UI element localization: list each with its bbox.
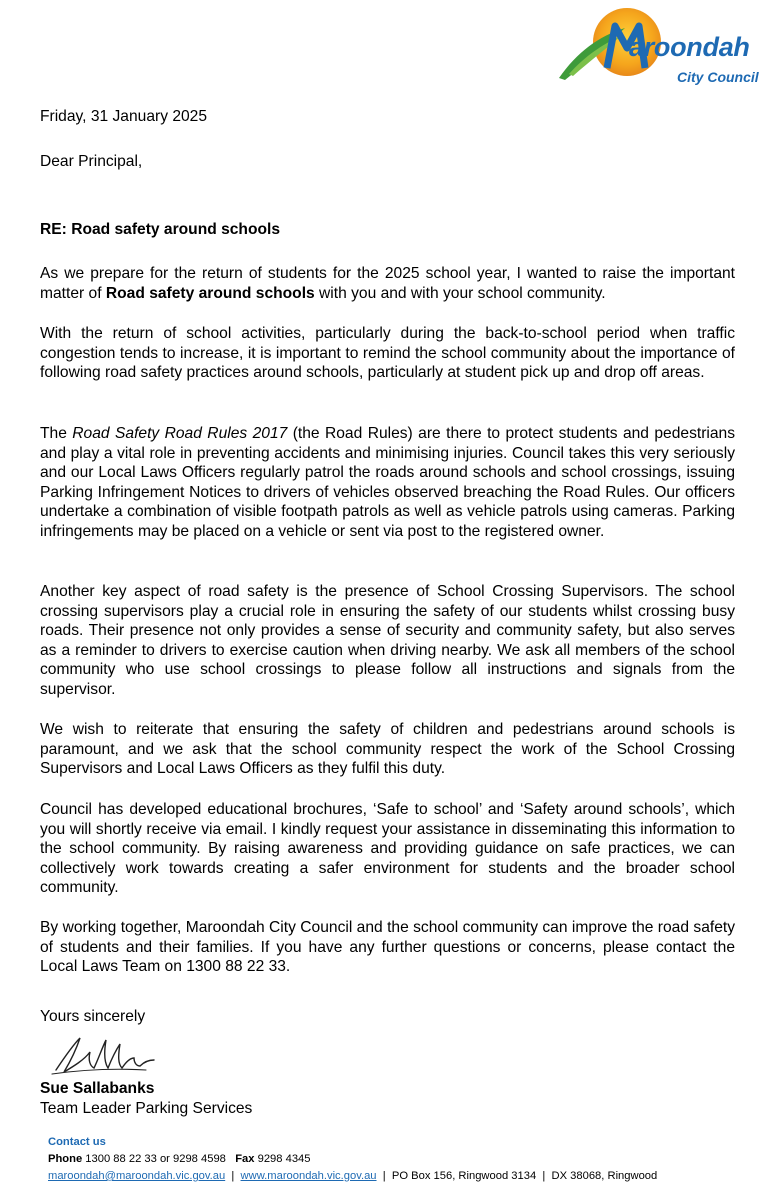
phone-label: Phone [48, 1153, 83, 1165]
paragraph-1 [40, 264, 735, 303]
paragraph-2: With the return of school activities, particularly during the back-to-school period when traffic congestion tends to increase, it is important to remind the school community about the importance of following road safety practices around schools, particularly at student pick up and drop off areas. [40, 325, 735, 382]
paragraph-3-text-a: The [40, 425, 73, 442]
paragraph-3-act-title: Road Safety Road Rules 2017 [72, 425, 288, 442]
paragraph-5: We wish to reiterate that ensuring the safety of children and pedestrians around schools is paramount, and we ask that the school community respect the work of the School Crossing Supervisors and Local Laws Officers as they fulfil this duty. [40, 721, 735, 778]
fax-value: 9298 4345 [257, 1153, 311, 1165]
phone-value: 1300 88 22 33 or 9298 4598 [85, 1153, 226, 1165]
logo-subtitle: City Council [677, 69, 759, 85]
footer-phone-line [48, 1152, 311, 1166]
separator: | [382, 1170, 386, 1182]
paragraph-1-emphasis: Road safety around schools [105, 284, 315, 302]
footer-address-line [48, 1169, 657, 1183]
council-logo [555, 6, 777, 86]
paragraph-4: Another key aspect of road safety is the presence of School Crossing Supervisors. The school crossing supervisors play a crucial role in ensuring the safety of our students whilst crossing busy roads. Their presence not only provides a sense of security and community safety, but also serves as a reminder to drivers to exercise caution when driving nearby. We ask all members of the school community who use school crossings to please follow all instructions and signals from the supervisor. [40, 583, 735, 698]
separator: | [542, 1170, 546, 1182]
email-link[interactable]: maroondah@maroondah.vic.gov.au [48, 1170, 226, 1182]
salutation: Dear Principal, [40, 153, 143, 170]
closing: Yours sincerely [40, 1008, 146, 1025]
paragraph-3 [40, 424, 735, 542]
paragraph-1-text-c: with you and with your school community. [314, 284, 606, 302]
subject-line: RE: Road safety around schools [40, 221, 281, 238]
signatory-name: Sue Sallabanks [40, 1080, 155, 1097]
paragraph-6: Council has developed educational brochures, ‘Safe to school’ and ‘Safety around schools’, which you will shortly receive via email. I kindly request your assistance in disseminating this information to the school community. By raising awareness and providing guidance on safe practices, we can collectively work towards creating a safer environment for students and the broader school community. [40, 801, 735, 897]
letter-date: Friday, 31 January 2025 [40, 108, 208, 125]
contact-heading: Contact us [48, 1136, 106, 1148]
paragraph-1-text-a: As we prepare for the return of students for the 2025 school year, I wanted to raise the important matter of [40, 265, 735, 302]
handwritten-signature [50, 1030, 170, 1080]
paragraph-3-text-c: (the Road Rules) are there to protect students and pedestrians and play a vital role in preventing accidents and minimising injuries. Council takes this very seriously and our Local Laws Officers regularly patrol the roads around schools and school crossings, issuing Parking Infringement Notices to drivers of vehicles observed breaching the Road Rules. Our officers undertake a combination of visible footpath patrols as well as vehicle patrols using cameras. Parking infringements may be placed on a vehicle or sent via post to the registered owner. [40, 425, 736, 540]
separator: | [231, 1170, 235, 1182]
po-box: PO Box 156, Ringwood 3134 [391, 1170, 537, 1182]
dx-address: DX 38068, Ringwood [551, 1170, 658, 1182]
fax-label: Fax [235, 1153, 255, 1165]
website-link[interactable]: www.maroondah.vic.gov.au [240, 1170, 377, 1182]
footer-contact-heading [48, 1135, 106, 1149]
signatory-title: Team Leader Parking Services [40, 1100, 253, 1117]
paragraph-7: By working together, Maroondah City Council and the school community can improve the road safety of students and their families. If you have any further questions or concerns, please contact the Local Laws Team on 1300 88 22 33. [40, 919, 735, 976]
logo-wordmark: aroondah [629, 32, 750, 62]
